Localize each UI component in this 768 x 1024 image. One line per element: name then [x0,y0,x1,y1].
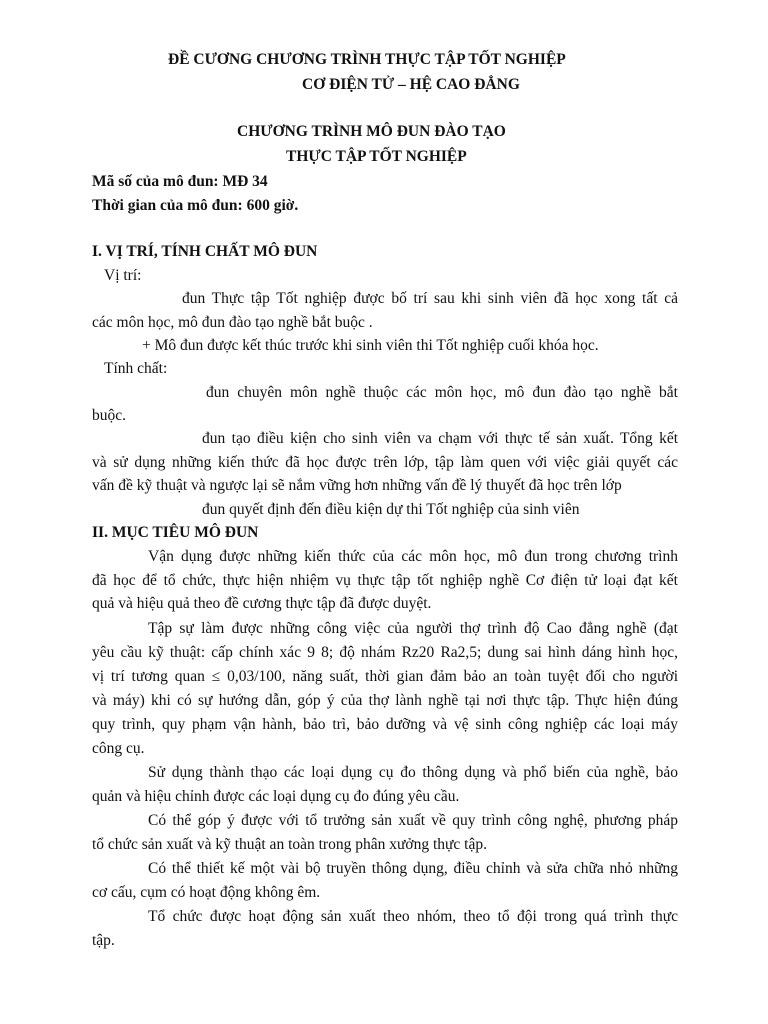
paragraph-line: Sử dụng thành thạo các loại dụng cụ đo thông dụng và phổ biến của nghề, bảo [148,764,678,781]
paragraph-line: tổ chức sản xuất và kỹ thuật an toàn trong phân xưởng thực tập. [92,836,487,853]
paragraph-line: quả và hiệu quả theo đề cương thực tập đã được duyệt. [92,595,432,612]
paragraph-line: công cụ. [92,740,145,757]
paragraph-line: đã học để tổ chức, thực hiện nhiệm vụ thực tập tốt nghiệp nghề Cơ điện tử loại đạt kết [92,572,678,589]
document-title-line-1: ĐỀ CƯƠNG CHƯƠNG TRÌNH THỰC TẬP TỐT NGHIỆP [168,51,566,68]
paragraph-line: Tập sự làm được những công việc của người thợ trình độ Cao đẳng nghề (đạt [148,620,678,637]
paragraph-line: + Mô đun được kết thúc trước khi sinh viên thi Tốt nghiệp cuối khóa học. [142,337,599,354]
module-duration: Thời gian của mô đun: 600 giờ. [92,197,299,214]
paragraph-line: đun tạo điều kiện cho sinh viên va chạm với thực tế sản xuất. Tổng kết [202,430,678,447]
paragraph-line: cơ cấu, cụm có hoạt động không êm. [92,884,321,901]
paragraph-line: tập. [92,932,115,949]
paragraph-line: vấn đề kỹ thuật và ngược lại sẽ nắm vững hơn những vấn đề lý thuyết đã học trên lớp [92,477,622,494]
module-title-line-1: CHƯƠNG TRÌNH MÔ ĐUN ĐÀO TẠO [237,123,506,140]
paragraph-line: quản và hiệu chỉnh được các loại dụng cụ đo đúng yêu cầu. [92,788,460,805]
paragraph-line: Tổ chức được hoạt động sản xuất theo nhóm, theo tổ đội trong quá trình thực [148,908,678,925]
document-title-line-2: CƠ ĐIỆN TỬ – HỆ CAO ĐẲNG [302,76,520,93]
paragraph-line: đun quyết định đến điều kiện dự thi Tốt nghiệp của sinh viên [202,501,580,518]
nature-label: Tính chất: [104,360,168,377]
module-title-line-2: THỰC TẬP TỐT NGHIỆP [286,148,467,165]
paragraph-line: yêu cầu kỹ thuật: cấp chính xác 9 8; độ nhám Rz20 Ra2,5; dung sai hình dáng hình học, [92,644,678,661]
paragraph-line: và máy) khi có sự hướng dẫn, góp ý của thợ lành nghề tại nơi thực tập. Thực hiện đúng [92,692,678,709]
paragraph-line: Có thể thiết kế một vài bộ truyền thông dụng, điều chỉnh và sửa chữa nhỏ những [148,860,678,877]
paragraph-line: Vận dụng được những kiến thức của các môn học, mô đun trong chương trình [148,548,678,565]
paragraph-line: các môn học, mô đun đào tạo nghề bắt buộc . [92,314,373,331]
paragraph-line: buộc. [92,407,127,424]
module-code: Mã số của mô đun: MĐ 34 [92,173,268,190]
paragraph-line: Có thể góp ý được với tổ trưởng sản xuất về quy trình công nghệ, phương pháp [148,812,678,829]
section-1-heading: I. VỊ TRÍ, TÍNH CHẤT MÔ ĐUN [92,243,318,260]
paragraph-line: quy trình, quy phạm vận hành, bảo trì, bảo dưỡng và vệ sinh công nghiệp các loại máy [92,716,678,733]
position-label: Vị trí: [104,267,142,284]
paragraph-line: vị trí tương quan ≤ 0,03/100, năng suất, thời gian đảm bảo an toàn tuyệt đối cho người [92,668,678,685]
paragraph-line: đun chuyên môn nghề thuộc các môn học, mô đun đào tạo nghề bắt [206,384,678,401]
paragraph-line: và sử dụng những kiến thức đã học được trên lớp, tập làm quen với việc giải quyết các [92,454,678,471]
section-2-heading: II. MỤC TIÊU MÔ ĐUN [92,524,259,541]
paragraph-line: đun Thực tập Tốt nghiệp được bố trí sau khi sinh viên đã học xong tất cả [182,290,678,307]
